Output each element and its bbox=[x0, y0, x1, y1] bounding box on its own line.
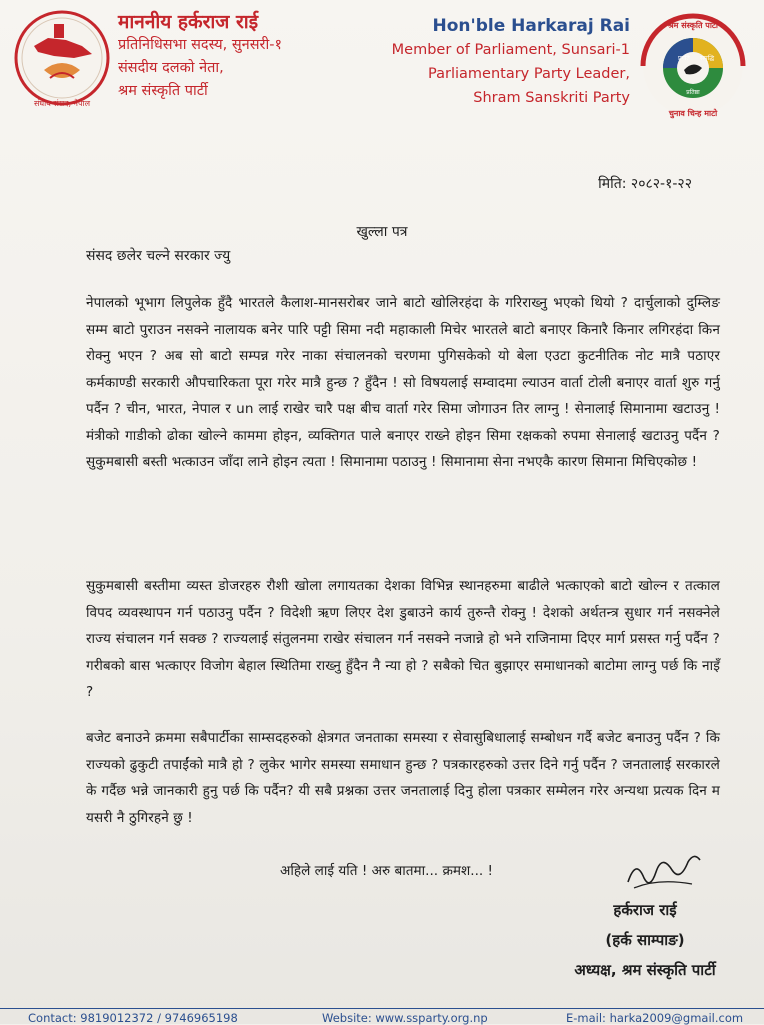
signatory-name: हर्कराज राई bbox=[613, 901, 677, 919]
header-left-line1: प्रतिनिधिसभा सदस्य, सुनसरी-१ bbox=[118, 37, 282, 53]
header-right-name: Hon'ble Harkaraj Rai bbox=[432, 16, 630, 36]
emblem-caption: संघीय संसद, नेपाल bbox=[33, 99, 91, 108]
header-left-name: माननीय हर्कराज राई bbox=[118, 11, 259, 33]
party-logo-inner-left: प्रगति bbox=[678, 55, 690, 62]
letter-paragraph-3: बजेट बनाउने क्रममा सबैपार्टीका साम्सदहरुको क्षेत्रगत जनताका समस्या र सेवासुबिधालाई सम्बोधन गर्दै बजेट बनाउनु पर्दैन ? कि राज्यको ढुकुटी तपाईंको मात्रै हो ? लुकेर भागेर समस्या समाधान हुन्छ ? पत्रकारहरुको उत्तर दिने गर्नु पर्दैन ? जनतालाई सरकारले के गर्दैछ भन्ने जानकारी हुनु पर्छ कि पर्दैन? यी सबै प्रश्नका उत्तर जनतालाई दिनु होला पत्रकार सम्मेलन गरेर अन्यथा प्रत्यक दिन म यसरी नै ठुगिरहने छु ! bbox=[86, 730, 720, 826]
handwritten-signature bbox=[622, 848, 704, 894]
header-left bbox=[118, 10, 282, 103]
footer-website-link[interactable]: Website: www.ssparty.org.np bbox=[322, 1011, 488, 1025]
letter-paragraph-2: सुकुमबासी बस्तीमा व्यस्त डोजरहरु रौशी खोला लगायतका देशका विभिन्न स्थानहरुमा बाढीले भत्काएको बाटो खोल्न र तत्काल विपद व्यवस्थापन गर्न पठाउनु पर्दैन ? विदेशी ऋण लिएर देश डुबाउने कार्य तुरुन्तै रोक्नु ! देशको अर्थतन्त्र सुधार गर्न नसक्नेले राज्य संचालन गर्न सक्छ ? राज्यलाई संतुलनमा राखेर संचालन गर्न नसक्ने नजान्ने हो भने राजिनामा दिएर मार्ग प्रसस्त गर्नु पर्दैन ? गरीबको बास भत्काएर विजोग बेहाल स्थितिमा राख्नु हुँदैन नै न्या हो ? सबैको चित बुझाएर समाधानको बाटोमा लाग्नु पर्छ कि नाइँ ? bbox=[86, 578, 720, 700]
footer bbox=[0, 1008, 764, 1025]
letter-date: मिति: २०८२-१-२२ bbox=[598, 176, 692, 192]
signatory-alias: (हर्क साम्पाङ) bbox=[605, 931, 685, 949]
footer-contact: Contact: 9819012372 / 9746965198 bbox=[28, 1011, 238, 1025]
header-left-line3: श्रम संस्कृति पार्टी bbox=[118, 83, 208, 99]
signatory-title: अध्यक्ष, श्रम संस्कृति पार्टी bbox=[574, 961, 716, 979]
signature-block bbox=[540, 895, 750, 985]
letter-paragraph-1: नेपालको भूभाग लिपुलेक हुँदै भारतले कैलाश-मानसरोबर जाने बाटो खोलिरहंदा के गरिराख्नु भएको थियो ? दार्चुलाको दुम्लिङ सम्म बाटो पुराउन नसक्ने नालायक बनेर पारि पट्टी सिमा नदी महाकाली मिचेर भारतले बाटो बनाएर किनारै किनार लगिरहंदा किन रोक्नु भएन ? अब सो बाटो सम्पन्न गरेर नाका संचालनको चरणमा पुगिसकेको यो बेला एउटा कुटनीतिक नोट मात्रै पठाएर कर्मकाण्डी सरकारी औपचारिकता पूरा गरेर मात्रै हुन्छ ? हुँदैन ! सो विषयलाई सम्वादमा ल्याउन वार्ता टोली बनाएर वार्ता शुरु गर्नु पर्दैन ? चीन, भारत, नेपाल र un लाई राखेर चारै पक्ष बीच वार्ता गरेर सिमा जोगाउन तिर लाग्नु ! सेनालाई सिमानामा खटाउनु ! मंत्रीको गाडीको ढोका खोल्ने काममा होइन, व्यक्तिगत पाले बनाएर राख्ने होइन सिमा रक्षकको रुपमा सेनालाई खटाउनु पर्दैन ? सुकुमबासी बस्ती भत्काउन जाँदा लाने होइन त्यता ! सिमानामा पठाउनु ! सिमानामा सेना नभएकै कारण सिमाना मिचिएकोछ ! bbox=[86, 295, 720, 470]
header-right-line1: Member of Parliament, Sunsari-1 bbox=[391, 42, 630, 58]
letter-subject: खुल्ला पत्र bbox=[356, 224, 408, 240]
parliament-emblem-logo bbox=[14, 8, 110, 112]
letter-closing: अहिले लाई यति ! अरु बातमा... क्रमश... ! bbox=[280, 863, 493, 879]
party-logo-ring-text: श्रम संस्कृति पार्टी bbox=[667, 21, 719, 30]
header-right-line3: Shram Sanskriti Party bbox=[473, 90, 630, 106]
party-logo-inner-bottom: प्रतिष्ठा bbox=[686, 89, 700, 96]
footer-email-link[interactable]: E-mail: harka2009@gmail.com bbox=[566, 1011, 744, 1025]
header-right bbox=[392, 14, 630, 110]
party-logo-inner-right: समृद्धि bbox=[700, 55, 714, 62]
letter-salutation: संसद छलेर चल्ने सरकार ज्यु bbox=[86, 248, 231, 264]
header-left-line2: संसदीय दलको नेता, bbox=[118, 60, 224, 76]
party-logo-bottom-text: चुनाव चिन्ह माटो bbox=[668, 109, 718, 118]
header-right-line2: Parliamentary Party Leader, bbox=[428, 66, 630, 82]
party-logo bbox=[634, 10, 752, 122]
